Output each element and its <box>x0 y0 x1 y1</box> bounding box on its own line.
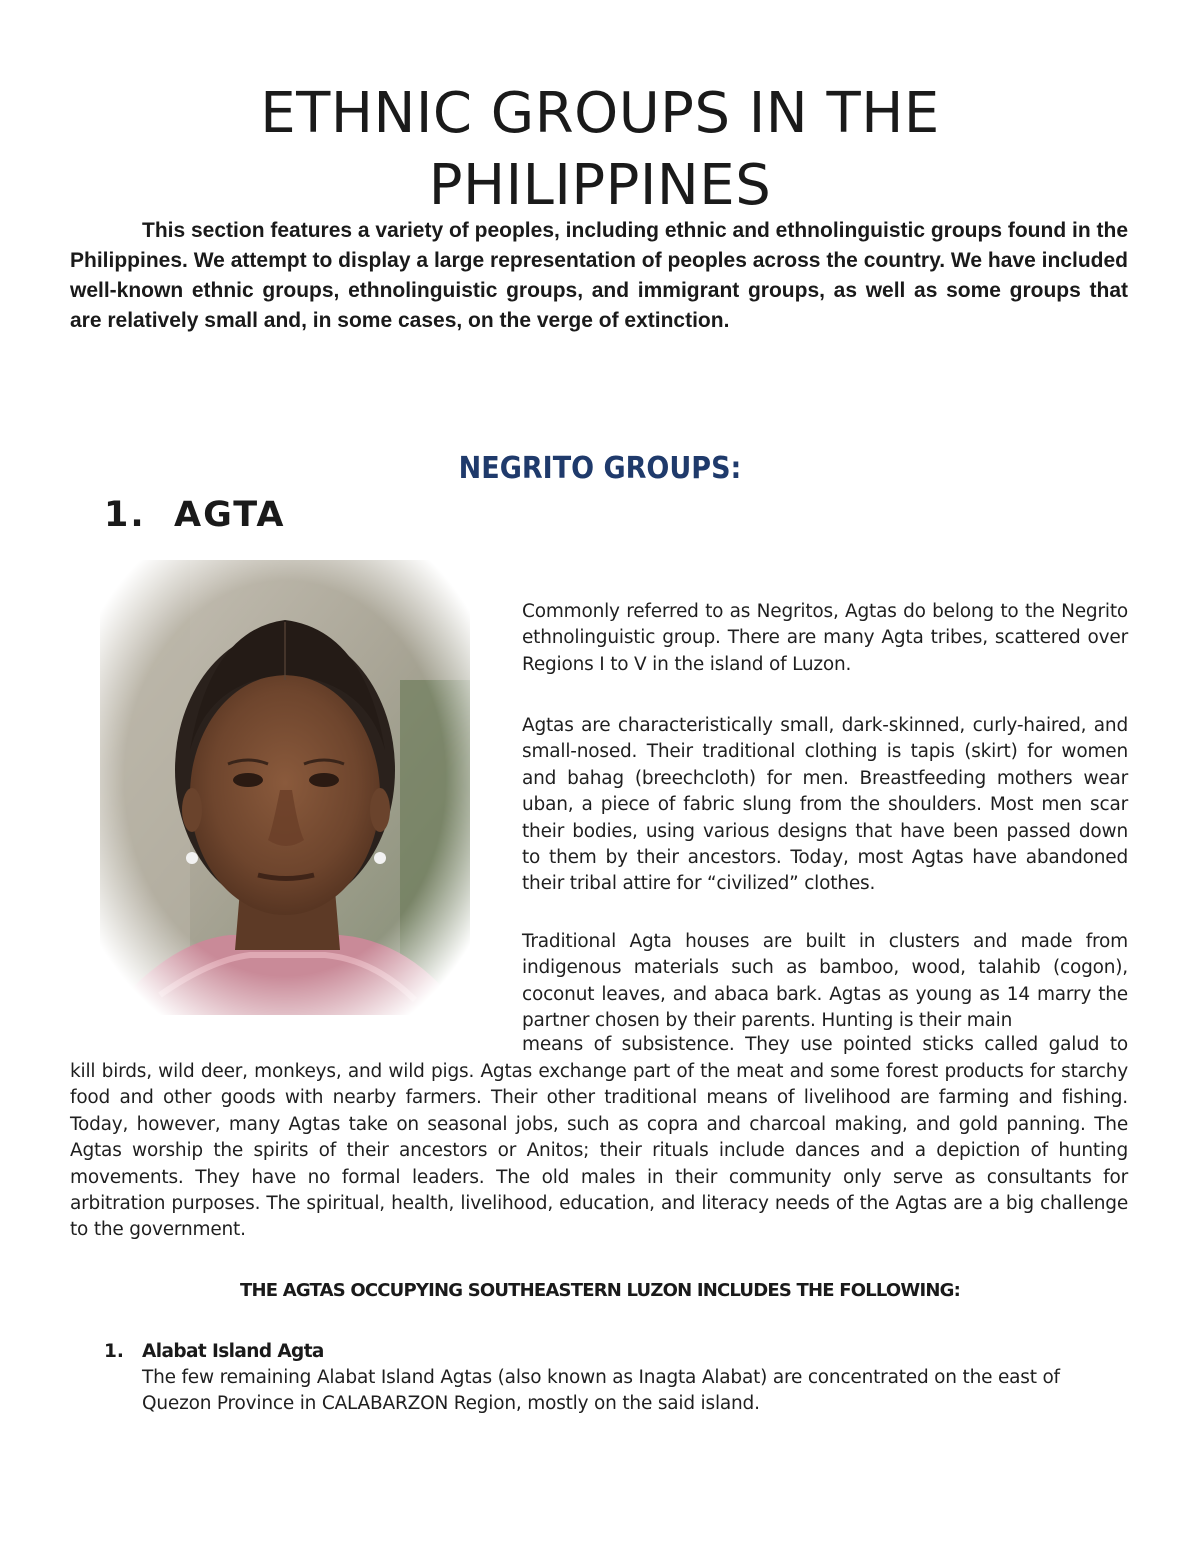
intro-paragraph: This section features a variety of peoples, including ethnic and ethnolinguistic groups found in the Philippines. We attempt to display a large representation of peoples across the country. We have included well-known ethnic groups, ethnolinguistic groups, and immigrant groups, as well as some groups that are relatively small and, in some cases, on the verge of extinction. <box>70 219 1128 332</box>
paragraph-intro-agta: Commonly referred to as Negritos, Agtas do belong to the Negrito ethnolinguistic group. There are many Agta tribes, scattered over Regions I to V in the island of Luzon. <box>522 601 1128 675</box>
list-heading: THE AGTAS OCCUPYING SOUTHEASTERN LUZON INCLUDES THE FOLLOWING: <box>240 1280 960 1301</box>
document-title: ETHNIC GROUPS IN THE PHILIPPINES <box>260 81 940 218</box>
paragraph-appearance: Agtas are characteristically small, dark-skinned, curly-haired, and small-nosed. Their traditional clothing is tapis (skirt) for women and bahag (breechcloth) for men. Breastfeeding mothers wear uban, a piece of fabric slung from the shoulders. Most men scar their bodies, using various designs that have been passed down to them by their ancestors. Today, most Agtas have abandoned their tribal attire for “civilized” clothes. <box>522 715 1128 895</box>
paragraph-houses: Traditional Agta houses are built in clusters and made from indigenous materials such as bamboo, wood, talahib (cogon), coconut leaves, and abaca bark. Agtas as young as 14 marry the partner chosen by their parents. Hunting is their main <box>522 931 1128 1032</box>
list-item-description: The few remaining Alabat Island Agtas (also known as Inagta Alabat) are concentrated on the east of Quezon Province in CALABARZON Region, mostly on the said island. <box>142 1367 1060 1415</box>
list-item-title: Alabat Island Agta <box>142 1341 324 1362</box>
paragraph-livelihood: kill birds, wild deer, monkeys, and wild pigs. Agtas exchange part of the meat and some forest products for starchy food and other goods with nearby farmers. Their other traditional means of livelihood are farming and fishing. Today, however, many Agtas take on seasonal jobs, such as copra and charcoal making, and gold panning. The Agtas worship the spirits of their ancestors or Anitos; their rituals include dances and a depiction of hunting movements. They have no formal leaders. The old males in their community only serve as consultants for arbitration purposes. The spiritual, health, livelihood, education, and literacy needs of the Agtas are a big challenge to the government. <box>70 1061 1128 1241</box>
list-item-number: 1. <box>104 1341 124 1362</box>
subsection-number: 1. <box>104 495 146 535</box>
section-heading: NEGRITO GROUPS: <box>458 451 742 486</box>
subsection-title: AGTA <box>174 495 286 535</box>
subsection-heading <box>104 492 285 538</box>
agta-woman-portrait <box>100 560 470 1015</box>
portrait-image <box>100 560 470 1015</box>
paragraph-houses-continued: means of subsistence. They use pointed sticks called galud to <box>522 1034 1128 1055</box>
